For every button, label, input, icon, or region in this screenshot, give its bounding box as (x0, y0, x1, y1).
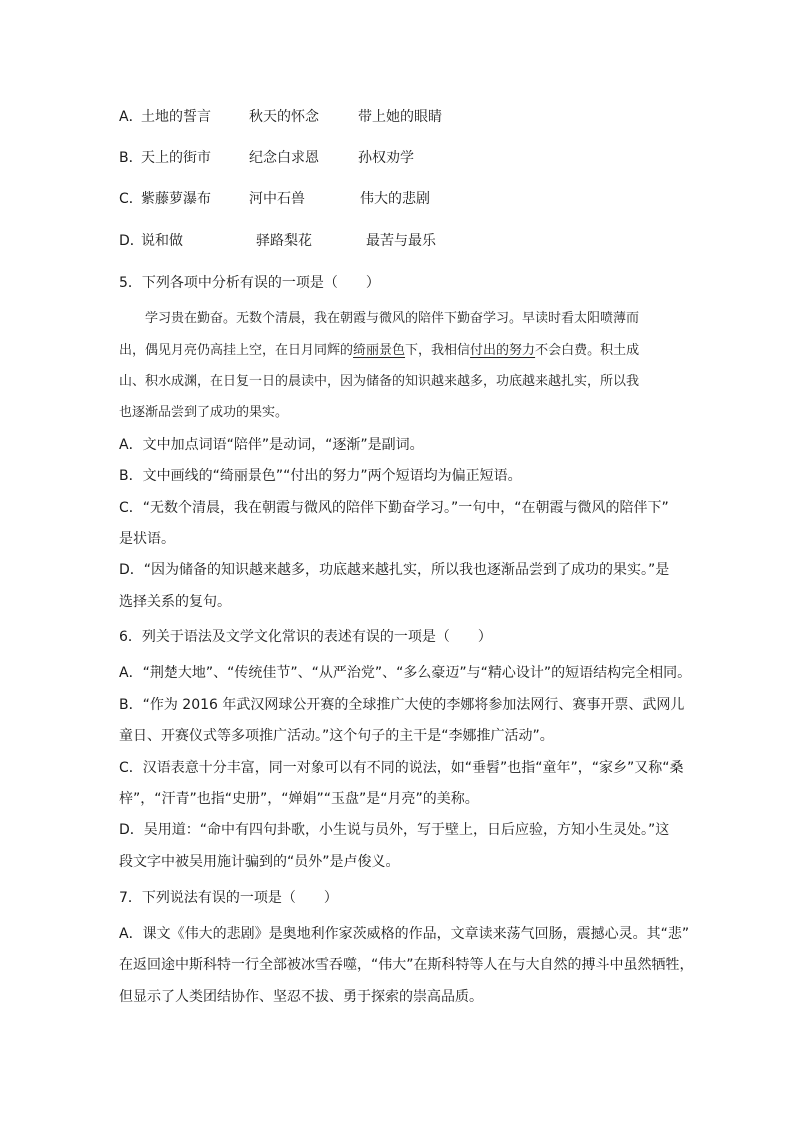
q5-passage-line: 山、积水成渊，在日复一日的晨读中，因为储备的知识越来越多，功底越来越扎实，所以我 (119, 374, 640, 389)
option-item: 孙权劝学 (358, 150, 414, 166)
q6-option-d: D．吴用道：“命中有四句卦歌，小生说与员外，写于壁上，日后应验，方知小生灵处。”这 (119, 822, 670, 838)
q5-option-c: C．“无数个清晨，我在朝霞与微风的陪伴下勤奋学习。”一句中，“在朝霞与微风的陪伴下” (119, 500, 669, 516)
option-label: D． (119, 233, 144, 249)
option-item: 秋天的怀念 (249, 109, 319, 125)
passage-text: 不会白费。积土成 (535, 343, 640, 358)
q6-option-d-cont: 段文字中被吴用施计骗到的“员外”是卢俊义。 (119, 854, 400, 870)
q5-option-d-cont: 选择关系的复句。 (119, 594, 231, 610)
option-label: C． (119, 191, 143, 207)
q5-option-a: A．文中加点词语“陪伴”是动词，“逐渐”是副词。 (119, 437, 424, 453)
underlined-phrase: 付出的努力 (470, 343, 536, 358)
passage-text: 出，偶见月亮仍高挂上空，在日月同辉的 (119, 343, 354, 358)
option-item: 河中石兽 (249, 191, 305, 207)
underlined-phrase: 绮丽景色 (353, 343, 406, 358)
q6-option-a: A．“荆楚大地”、“传统佳节”、“从严治党”、“多么豪迈”与“精心设计”的短语结构完全相同。 (119, 665, 692, 681)
option-item: 说和做 (141, 233, 183, 249)
q5-option-b: B．文中画线的“绮丽景色”“付出的努力”两个短语均为偏正短语。 (119, 468, 522, 484)
q6-option-b-cont: 童日、开赛仪式等多项推广活动。”这个句子的主干是“李娜推广活动”。 (119, 728, 554, 744)
option-item: 驿路梨花 (256, 233, 312, 249)
q5-option-c-cont: 是状语。 (119, 531, 175, 547)
option-label: B． (119, 150, 143, 166)
q6-stem: 6．列关于语法及文学文化常识的表述有误的一项是（ ） (119, 629, 492, 645)
q5-option-d: D．“因为储备的知识越来越多，功底越来越扎实，所以我也逐渐品尝到了成功的果实。”是 (119, 562, 670, 578)
q7-stem: 7．下列说法有误的一项是（ ） (119, 890, 338, 906)
q7-option-a: A．课文《伟大的悲剧》是奥地利作家茨威格的作品，文章读来荡气回肠，震撼心灵。其“悲” (119, 926, 690, 942)
option-item: 紫藤萝瀑布 (141, 191, 211, 207)
option-item: 最苦与最乐 (366, 233, 436, 249)
q6-option-b: B．“作为 2016 年武汉网球公开赛的全球推广大使的李娜将参加法网行、赛事开票、武网儿 (119, 697, 685, 713)
option-item: 伟大的悲剧 (360, 191, 430, 207)
q6-option-c: C．汉语表意十分丰富，同一对象可以有不同的说法，如“垂髫”也指“童年”，“家乡”又称“桑 (119, 760, 684, 776)
q7-option-a-cont: 但显示了人类团结协作、坚忍不拔、勇于探索的崇高品质。 (119, 989, 483, 1005)
q5-passage-line (119, 341, 679, 361)
q5-passage-line: 学习贵在勤奋。无数个清晨，我在朝霞与微风的陪伴下勤奋学习。早读时看太阳喷薄而 (119, 311, 640, 326)
q6-option-c-cont: 梓”，“汗青”也指“史册”，“婵娟”“玉盘”是“月亮”的美称。 (119, 791, 479, 807)
option-item: 土地的誓言 (141, 109, 211, 125)
option-item: 天上的街市 (141, 150, 211, 166)
passage-text: 下，我相信 (405, 343, 471, 358)
q5-stem: 5．下列各项中分析有误的一项是（ ） (119, 275, 380, 291)
q7-option-a-cont: 在返回途中斯科特一行全部被冰雪吞噬，“伟大”在斯科特等人在与大自然的搏斗中虽然牺牲， (119, 957, 694, 973)
option-item: 带上她的眼睛 (358, 109, 442, 125)
option-label: A． (119, 109, 143, 125)
q5-passage-line: 也逐渐品尝到了成功的果实。 (119, 405, 289, 420)
option-item: 纪念白求恩 (249, 150, 319, 166)
